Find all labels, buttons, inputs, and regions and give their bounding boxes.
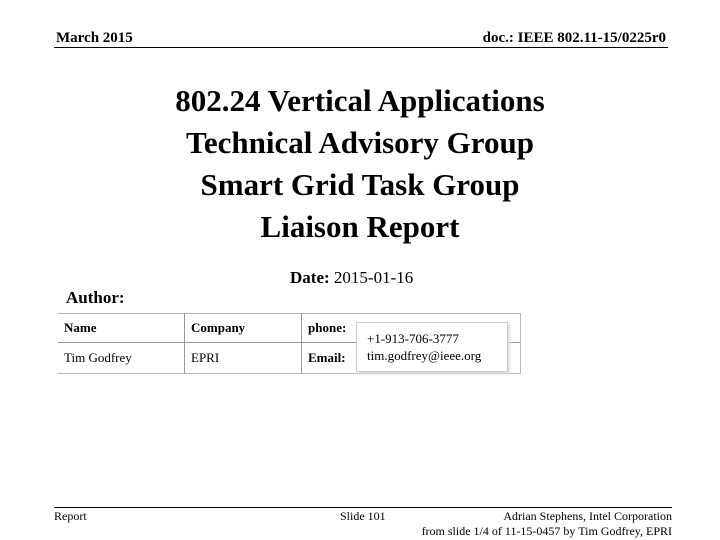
header-cell-phone: phone: [302, 314, 355, 343]
contact-email: tim.godfrey@ieee.org [367, 348, 482, 363]
author-label: Author: [66, 288, 125, 307]
contact-box [356, 322, 508, 372]
header-date: March 2015 [56, 30, 133, 46]
date-label: Date: [290, 268, 330, 287]
cell-name: Tim Godfrey [58, 343, 185, 374]
footer-right [422, 509, 672, 539]
date-value: 2015-01-16 [333, 268, 414, 287]
title-line: Liaison Report [260, 209, 460, 244]
cell-email-label: Email: [302, 343, 355, 374]
slide-title [0, 80, 720, 248]
header-doc-id: doc.: IEEE 802.11-15/0225r0 [482, 30, 666, 46]
title-line: 802.24 Vertical Applications [175, 83, 545, 118]
slide-number: Slide 101 [340, 509, 386, 523]
footer-divider [54, 507, 672, 508]
header-cell-name: Name [58, 314, 185, 343]
footer-source: from slide 1/4 of 11-15-0457 by Tim Godfrey, EPRI [421, 524, 672, 538]
title-line: Technical Advisory Group [186, 125, 534, 160]
header-cell-company: Company [185, 314, 302, 343]
date-line [290, 268, 413, 288]
title-line: Smart Grid Task Group [200, 167, 520, 202]
contact-phone: +1-913-706-3777 [367, 331, 459, 346]
footer-left: Report [54, 509, 87, 523]
cell-company: EPRI [185, 343, 302, 374]
header-divider [54, 47, 668, 48]
footer-author: Adrian Stephens, Intel Corporation [503, 509, 672, 523]
